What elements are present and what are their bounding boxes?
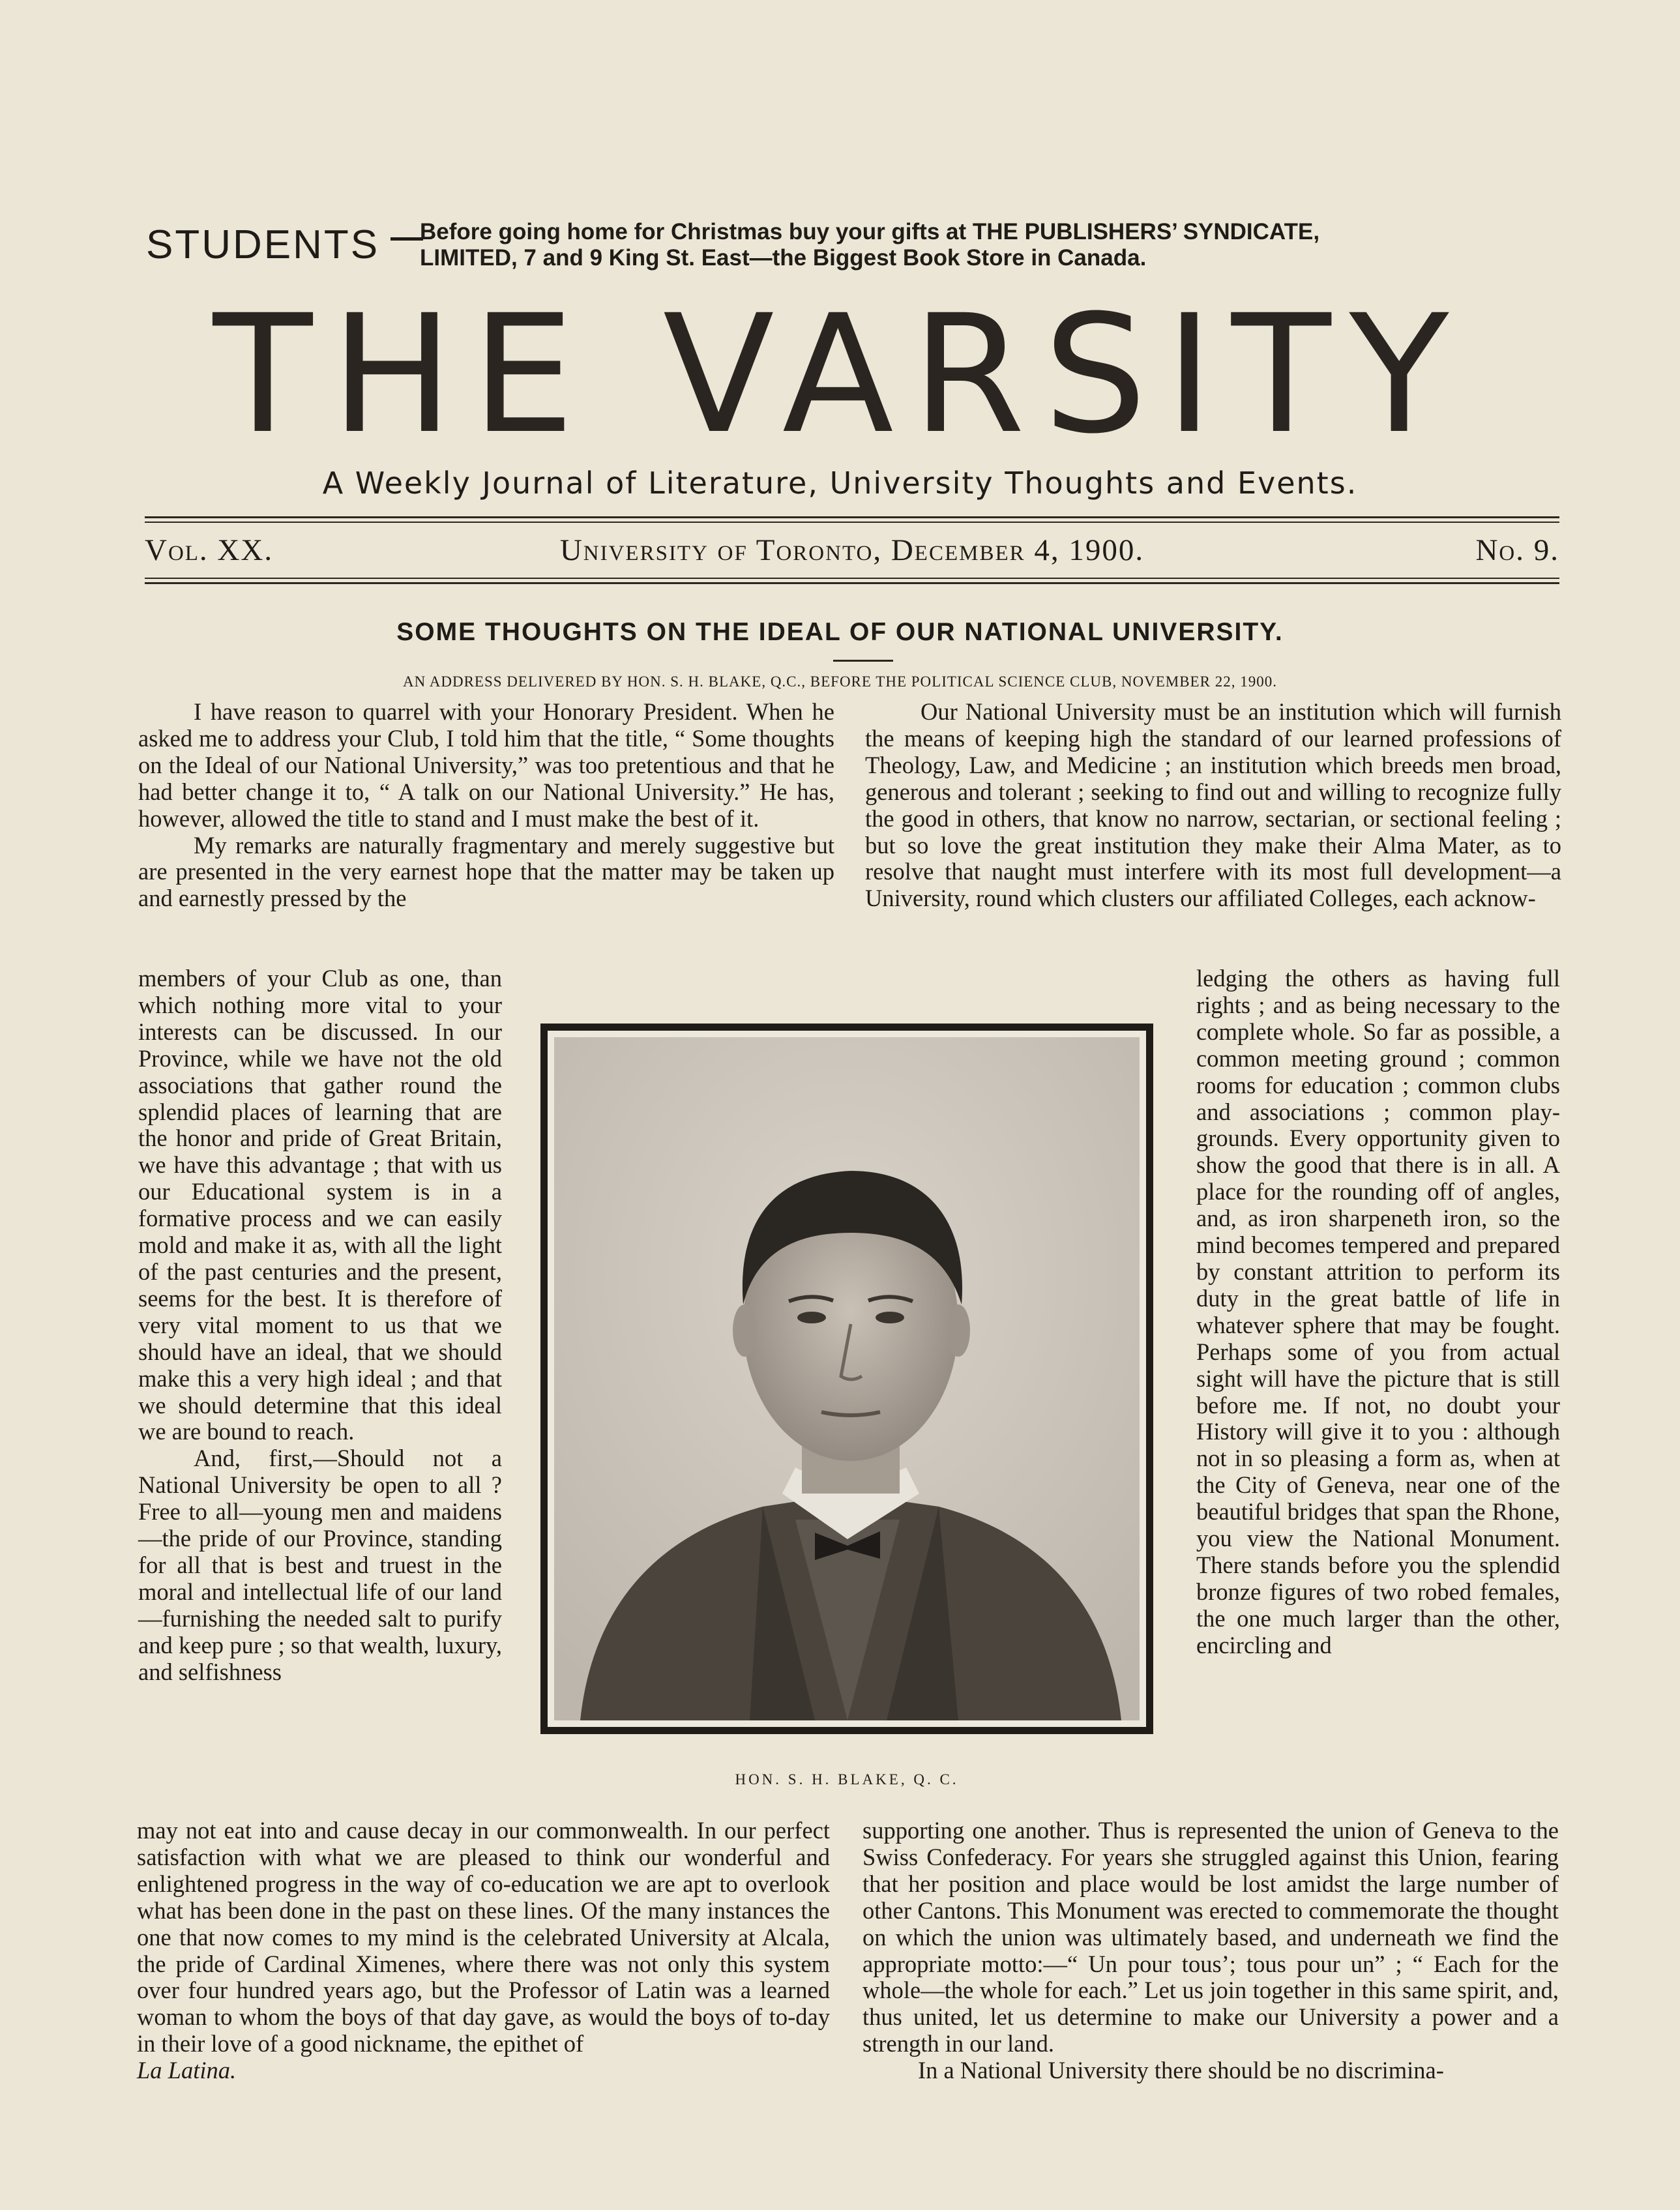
column-right-narrow xyxy=(1196,965,1560,1659)
masthead-title: THE VARSITY xyxy=(213,280,1467,469)
ad-text xyxy=(420,219,1567,271)
article-title: SOME THOUGHTS ON THE IDEAL OF OUR NATIONAL UNIVERSITY. xyxy=(396,618,1284,646)
paragraph: My remarks are naturally fragmentary and merely suggestive but are presented in the very earnest hope that the matter may be taken up and earnestly pressed by the xyxy=(138,831,834,912)
paragraph: ledging the others as having full rights ; and as being necessary to the complete whole. So far as possible, a common meeting ground ; common rooms for education ; common clubs and associations ; common play-grounds. Every opportunity given to show the good that there is in all. A place for the rounding off of angles, and, as iron sharpeneth iron, so the mind becomes tempered and prepared by constant attrition to perform its duty in the great battle of life in whatever sphere that may be fought. Perhaps some of you from actual sight will have the picture that is still before me. If not, no doubt your History will give it to you : although not in so pleasing a form as, when at the City of Geneva, near one of the beautiful bridges that span the Rhone, you view the National Monument. There stands before you the splendid bronze figures of two robed females, the one much larger than the other, encircling and xyxy=(1196,965,1560,1658)
issue-line xyxy=(145,527,1559,574)
paragraph-text: may not eat into and cause decay in our commonwealth. In our perfect satisfaction with what we are pleased to think our wonderful and enlightened progress in the way of co-education we are apt to overlook what has been done in the past on these lines. Of the many instances the one that now comes to my mind is the celebrated University at Alcala, the pride of Cardinal Ximenes, where there was not only this system over four hundred years ago, but the Professor of Latin was a learned woman to whom the boys of that day gave, as would the boys of to-day in their love of a good nickname, the epithet of xyxy=(137,1817,830,2057)
masthead-tagline: A Weekly Journal of Literature, University Thoughts and Events. xyxy=(322,465,1358,501)
article-subtitle: AN ADDRESS DELIVERED BY HON. S. H. BLAKE, Q.C., BEFORE THE POLITICAL SCIENCE CLUB, NOVEMBER 22, 1900. xyxy=(403,673,1277,690)
column-right-top xyxy=(865,699,1561,912)
title-divider xyxy=(833,660,893,662)
advertisement-banner xyxy=(146,215,1567,280)
ad-line-1: Before going home for Christmas buy your gifts at THE PUBLISHERS’ SYNDICATE, xyxy=(420,219,1320,244)
paragraph: In a National University there should be no discrimina- xyxy=(918,2057,1444,2084)
column-left-top xyxy=(138,699,834,912)
column-left-bottom xyxy=(137,1818,830,2084)
column-left-narrow xyxy=(138,965,502,1685)
issue-volume: Vol. XX. xyxy=(145,533,274,567)
issue-number: No. 9. xyxy=(1475,533,1559,567)
rule-bottom-a xyxy=(145,578,1559,579)
portrait-frame xyxy=(540,1024,1153,1734)
rule-top-b xyxy=(145,522,1559,523)
italic-epithet: La Latina. xyxy=(137,2057,237,2084)
ad-line-2: LIMITED, 7 and 9 King St. East—the Biggest Book Store in Canada. xyxy=(420,245,1147,271)
ad-dash xyxy=(391,237,423,241)
column-right-bottom xyxy=(862,1818,1559,2084)
rule-bottom-b xyxy=(145,582,1559,584)
paragraph: supporting one another. Thus is represented the union of Geneva to the Swiss Confederacy. For years she struggled against this Union, fearing that her position and place would be lost amidst the large number of other Cantons. This Monument was erected to commemorate the thought on which the union was ultimately based, and underneath we find the appropriate motto:—“ Un pour tous’; tous pour un” ; “ Each for the whole—the whole for each.” Let us join together in this same spirit, and, thus united, let us determine to make our University a power and a strength in our land. xyxy=(862,1817,1559,2057)
paragraph xyxy=(137,1818,830,2084)
portrait-photo xyxy=(554,1037,1140,1720)
paragraph: And, first,—Should not a National University be open to all ? Free to all—young men and maidens—the pride of our Province, standing for all that is best and truest in the moral and intellectual life of our land—furnishing the needed salt to purify and keep pure ; so that wealth, luxury, and selfishness xyxy=(138,1445,502,1685)
rule-top-a xyxy=(145,516,1559,518)
issue-place-date: University of Toronto, December 4, 1900. xyxy=(559,533,1145,567)
portrait-caption: HON. S. H. BLAKE, Q. C. xyxy=(735,1771,959,1788)
paragraph: members of your Club as one, than which nothing more vital to your interests can be discussed. In our Province, while we have not the old associations that gather round the splendid places of learning that are the honor and pride of Great Britain, we have this advantage ; that with us our Educational system is in a formative process and we can easily mold and make it as, with all the light of the past centuries and the present, seems for the best. It is therefore of very vital moment to us that we should have an ideal, that we should make this a very high ideal ; and that we should determine that this ideal we are bound to reach. xyxy=(138,965,502,1445)
paragraph: Our National University must be an institution which will furnish the means of keeping high the standard of our learned professions of Theology, Law, and Medicine ; an institution which breeds men broad, generous and tolerant ; seeking to find out and willing to recognize fully the good in others, that know no narrow, sectarian, or sectional feeling ; but so love the great institution they make their Alma Mater, as to resolve that naught must interfere with its most full development—a University, round which clusters our affiliated Colleges, each acknow- xyxy=(865,698,1561,912)
ad-lead: STUDENTS xyxy=(146,222,380,267)
paragraph: I have reason to quarrel with your Honorary President. When he asked me to address your Club, I told him that the title, “ Some thoughts on the Ideal of our National University,” was too pretentious and that he had better change it to, “ A talk on our National University.” He has, however, allowed the title to stand and I must make the best of it. xyxy=(138,698,834,832)
